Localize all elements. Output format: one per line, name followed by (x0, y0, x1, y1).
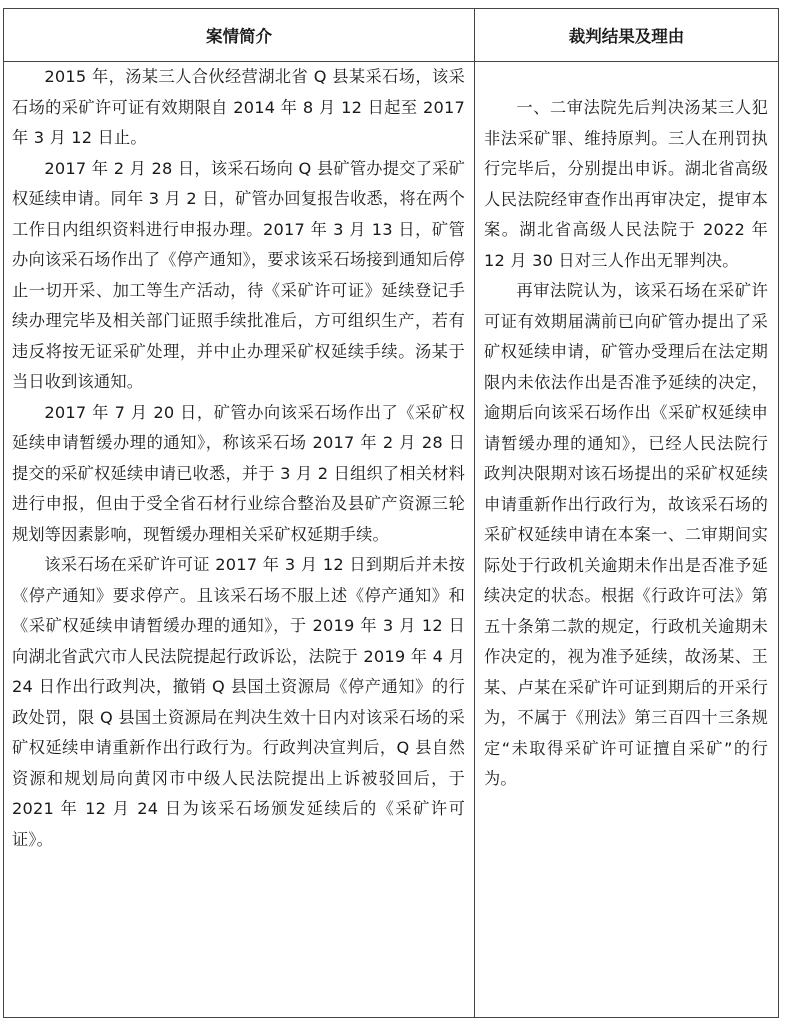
body-row (4, 62, 779, 1018)
case-paragraph: 该采石场在采矿许可证 2017 年 3 月 12 日到期后并未按《停产通知》要求停产。且该采石场不服上述《停产通知》和《采矿权延续申请暂缓办理的通知》，于 2019 年 3 月 12 日向湖北省武穴市人民法院提起行政诉讼，法院于 2019 年 4 月 24 日作出行政判决，撤销 Q 县国土资源局《停产通知》的行政处罚，限 Q 县国土资源局在判决生效十日内对该采石场的采矿权延续申请重新作出行政行为。行政判决宣判后，Q 县自然资源和规划局向黄冈市中级人民法院提出上诉被驳回后，于 2021 年 12 月 24 日为该采石场颁发延续后的《采矿许可证》。 (12, 555, 465, 849)
case-paragraph: 2015 年，汤某三人合伙经营湖北省 Q 县某采石场，该采石场的采矿许可证有效期限自 2014 年 8 月 12 日起至 2017 年 3 月 12 日止。 (12, 67, 465, 147)
judgment-paragraph: 再审法院认为，该采石场在采矿许可证有效期届满前已向矿管办提出了采矿权延续申请，矿管办受理后在法定期限内未依法作出是否准予延续的决定，逾期后向该采石场作出《采矿权延续申请暂缓办理的通知》，已经人民法院行政判决限期对该石场提出的采矿权延续申请重新作出行政行为，故该采石场的采矿权延续申请在本案一、二审期间实际处于行政机关逾期未作出是否准予延续决定的状态。根据《行政许可法》第五十条第二款的规定，行政机关逾期未作决定的，视为准予延续，故汤某、王某、卢某在采矿许可证到期后的开采行为，不属于《刑法》第三百四十三条规定“未取得采矿许可证擅自采矿”的行为。 (484, 281, 768, 788)
judgment-cell (475, 62, 779, 1018)
case-table (3, 8, 779, 1018)
case-summary-cell (4, 62, 475, 1018)
case-paragraph: 2017 年 7 月 20 日，矿管办向该采石场作出了《采矿权延续申请暂缓办理的通知》，称该采石场 2017 年 2 月 28 日提交的采矿权延续申请已收悉，并于 3 月 2 日组织了相关材料进行申报，但由于受全省石材行业综合整治及县矿产资源三轮规划等因素影响，现暂缓办理相关采矿权延期手续。 (12, 402, 465, 544)
header-case-summary: 案情简介 (4, 9, 475, 62)
header-row (4, 9, 779, 62)
case-paragraph: 2017 年 2 月 28 日，该采石场向 Q 县矿管办提交了采矿权延续申请。同年 3 月 2 日，矿管办回复报告收悉，将在两个工作日内组织资料进行申报办理。2017 年 3 月 13 日，矿管办向该采石场作出了《停产通知》，要求该采石场接到通知后停止一切开采、加工等生产活动，待《采矿许可证》延续登记手续办理完毕及相关部门证照手续批准后，方可组织生产，若有违反将按无证采矿处理，并中止办理采矿权延续手续。汤某于当日收到该通知。 (12, 158, 465, 391)
header-judgment-result: 裁判结果及理由 (475, 9, 779, 62)
judgment-paragraph: 一、二审法院先后判决汤某三人犯非法采矿罪、维持原判。三人在刑罚执行完毕后，分别提出申诉。湖北省高级人民法院经审查作出再审决定，提审本案。湖北省高级人民法院于 2022 年 12 月 30 日对三人作出无罪判决。 (484, 98, 768, 270)
